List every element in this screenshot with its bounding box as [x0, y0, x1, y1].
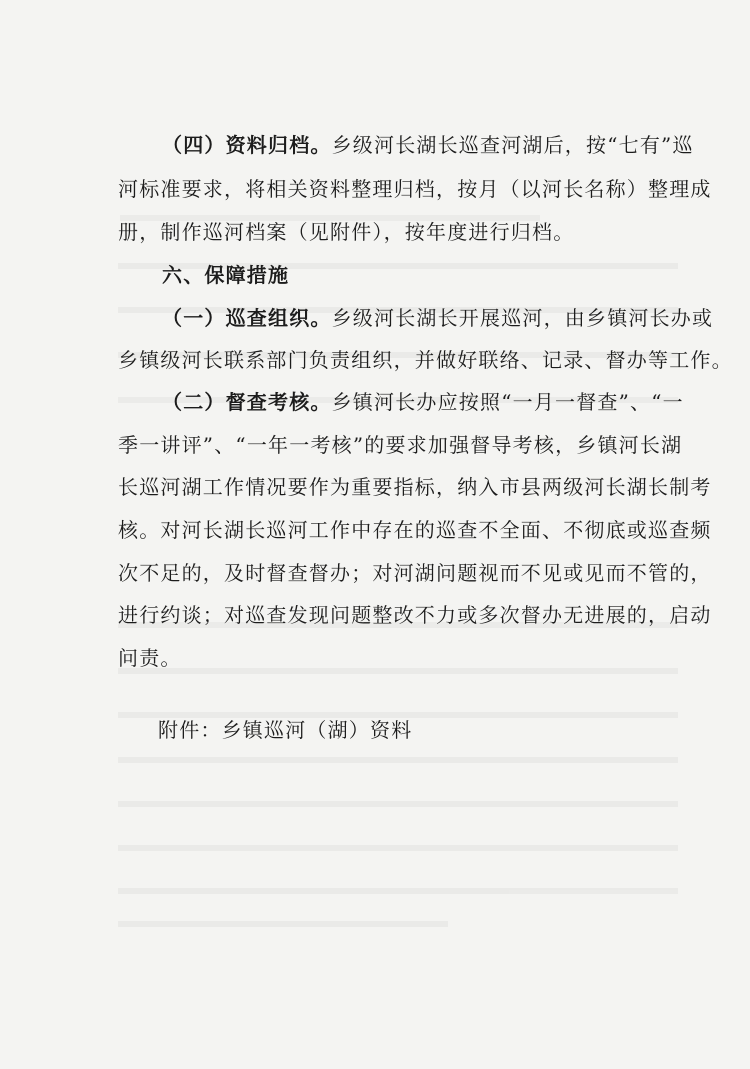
sub2-paragraph-line1: [162, 388, 684, 416]
sub2-line2: 季一讲评”、“一年一考核”的要求加强督导考核，乡镇河长湖: [118, 433, 683, 457]
sub2-line3: 长巡河湖工作情况要作为重要指标，纳入市县两级河长湖长制考: [118, 475, 712, 499]
sub1-text: 乡级河长湖长开展巡河，由乡镇河长办或: [331, 306, 714, 330]
sub2-line6: 进行约谈；对巡查发现问题整改不力或多次督办无进展的，启动: [118, 603, 712, 627]
sub2-line7: 问责。: [118, 646, 182, 670]
section4-line2: 河标准要求，将相关资料整理归档，按月（以河长名称）整理成: [118, 177, 712, 201]
section4-heading: （四）资料归档。: [162, 133, 332, 157]
sub2-line4: 核。对河长湖长巡河工作中存在的巡查不全面、不彻底或巡查频: [118, 518, 712, 542]
sub2-heading: （二）督查考核。: [162, 390, 332, 414]
sub1-line2: 乡镇级河长联系部门负责组织，并做好联络、记录、督办等工作。: [118, 348, 733, 372]
sub2-text: 乡镇河长办应按照“一月一督查”、“一: [331, 390, 684, 414]
section6-title: 六、保障措施: [162, 263, 290, 287]
sub2-line5: 次不足的，及时督查督办；对河湖问题视而不见或见而不管的，: [118, 561, 712, 585]
sub1-heading: （一）巡查组织。: [162, 306, 332, 330]
section4-line3: 册，制作巡河档案（见附件），按年度进行归档。: [118, 220, 575, 244]
attachment-note: 附件：乡镇巡河（湖）资料: [158, 718, 413, 742]
section4-text: 乡级河长湖长巡查河湖后，按“七有”巡: [331, 133, 694, 157]
section4-paragraph-line1: [162, 131, 694, 159]
sub1-paragraph-line1: [162, 304, 713, 332]
